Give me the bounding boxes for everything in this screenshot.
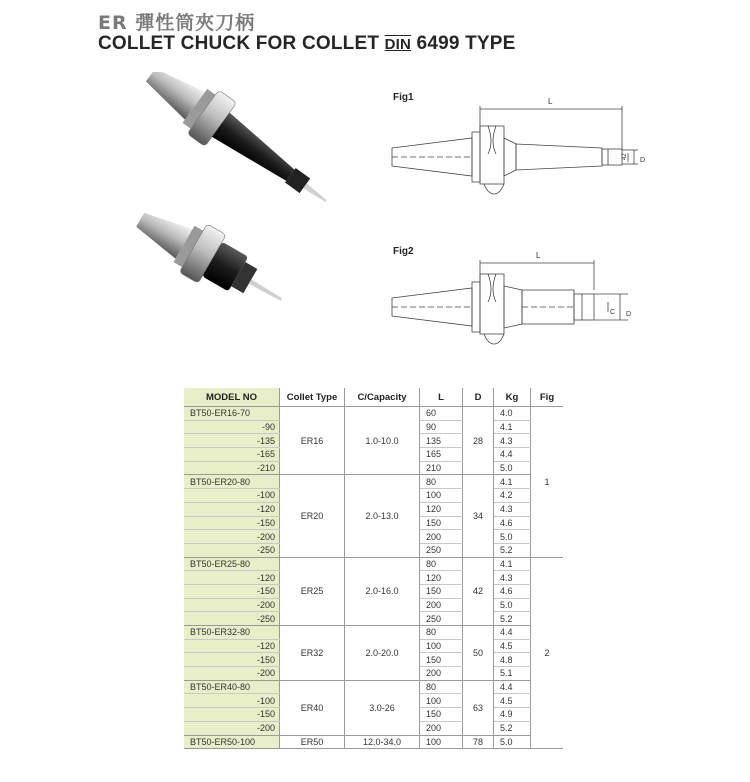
model-cell: -150 xyxy=(184,584,280,598)
model-cell: -90 xyxy=(184,420,280,434)
collet-type-cell: ER25 xyxy=(280,557,345,625)
fig1-dim-D: D xyxy=(640,157,646,164)
capacity-cell: 2.0-20.0 xyxy=(345,626,420,681)
header-collet-type: Collet Type xyxy=(280,388,345,407)
collet-type-cell: ER50 xyxy=(280,735,345,749)
weight-cell: 4.4 xyxy=(494,680,531,694)
fig2-drawing xyxy=(388,246,650,366)
table-row xyxy=(184,407,563,421)
diameter-cell: 28 xyxy=(463,407,494,475)
model-cell: BT50-ER20-80 xyxy=(184,475,280,489)
weight-cell: 4.0 xyxy=(494,407,531,421)
model-cell: BT50-ER50-100 xyxy=(184,735,280,749)
model-cell: -200 xyxy=(184,598,280,612)
collet-type-cell: ER16 xyxy=(280,407,345,475)
diameter-cell: 34 xyxy=(463,475,494,557)
length-cell: 165 xyxy=(420,448,463,462)
fig1-label: Fig1 xyxy=(393,92,414,103)
fig1-dim-L: L xyxy=(548,97,553,106)
weight-cell: 4.1 xyxy=(494,557,531,571)
weight-cell: 5.2 xyxy=(494,721,531,735)
header-l: L xyxy=(420,388,463,407)
fig-cell: 1 xyxy=(531,407,564,558)
model-cell: -120 xyxy=(184,502,280,516)
model-cell: BT50-ER40-80 xyxy=(184,680,280,694)
weight-cell: 4.6 xyxy=(494,584,531,598)
weight-cell: 5.2 xyxy=(494,543,531,557)
length-cell: 200 xyxy=(420,598,463,612)
length-cell: 200 xyxy=(420,667,463,681)
length-cell: 250 xyxy=(420,543,463,557)
diameter-cell: 42 xyxy=(463,557,494,625)
table-row xyxy=(184,735,563,749)
weight-cell: 5.0 xyxy=(494,735,531,749)
weight-cell: 5.1 xyxy=(494,667,531,681)
fig2-label: Fig2 xyxy=(393,246,414,257)
fig1-drawing xyxy=(388,92,650,212)
model-cell: BT50-ER32-80 xyxy=(184,626,280,640)
weight-cell: 4.1 xyxy=(494,475,531,489)
capacity-cell: 2.0-13.0 xyxy=(345,475,420,557)
capacity-cell: 12.0-34.0 xyxy=(345,735,420,749)
length-cell: 200 xyxy=(420,530,463,544)
model-cell: -135 xyxy=(184,434,280,448)
length-cell: 135 xyxy=(420,434,463,448)
fig2-dim-L: L xyxy=(536,251,541,260)
weight-cell: 4.3 xyxy=(494,571,531,585)
length-cell: 150 xyxy=(420,653,463,667)
header-fig: Fig xyxy=(531,388,564,407)
length-cell: 100 xyxy=(420,639,463,653)
model-cell: -200 xyxy=(184,721,280,735)
header-capacity: C/Capacity xyxy=(345,388,420,407)
model-cell: -210 xyxy=(184,461,280,475)
length-cell: 80 xyxy=(420,680,463,694)
length-cell: 80 xyxy=(420,475,463,489)
length-cell: 120 xyxy=(420,571,463,585)
model-cell: -120 xyxy=(184,639,280,653)
capacity-cell: 3.0-26 xyxy=(345,680,420,735)
weight-cell: 4.8 xyxy=(494,653,531,667)
collet-type-cell: ER20 xyxy=(280,475,345,557)
model-cell: -100 xyxy=(184,694,280,708)
length-cell: 210 xyxy=(420,461,463,475)
header-model: MODEL NO xyxy=(184,388,280,407)
weight-cell: 4.5 xyxy=(494,639,531,653)
title-suffix: 6499 TYPE xyxy=(416,33,516,54)
table-header-row xyxy=(184,388,563,407)
weight-cell: 5.0 xyxy=(494,530,531,544)
diameter-cell: 50 xyxy=(463,626,494,681)
model-cell: -150 xyxy=(184,708,280,722)
fig2-dim-D: D xyxy=(626,311,632,318)
table-row xyxy=(184,557,563,571)
weight-cell: 4.1 xyxy=(494,420,531,434)
table-body xyxy=(184,407,563,749)
fig-cell: 2 xyxy=(531,557,564,749)
weight-cell: 5.2 xyxy=(494,612,531,626)
length-cell: 60 xyxy=(420,407,463,421)
capacity-cell: 1.0-10.0 xyxy=(345,407,420,475)
length-cell: 100 xyxy=(420,694,463,708)
length-cell: 80 xyxy=(420,557,463,571)
collet-type-cell: ER40 xyxy=(280,680,345,735)
title-chinese: ER 彈性筒夾刀柄 xyxy=(98,12,256,34)
table-row xyxy=(184,475,563,489)
weight-cell: 4.3 xyxy=(494,502,531,516)
model-cell: -250 xyxy=(184,543,280,557)
header-d: D xyxy=(463,388,494,407)
model-cell: -150 xyxy=(184,653,280,667)
diameter-cell: 63 xyxy=(463,680,494,735)
length-cell: 150 xyxy=(420,584,463,598)
spec-table xyxy=(184,388,563,749)
length-cell: 90 xyxy=(420,420,463,434)
length-cell: 120 xyxy=(420,502,463,516)
weight-cell: 4.2 xyxy=(494,489,531,503)
length-cell: 150 xyxy=(420,516,463,530)
weight-cell: 4.5 xyxy=(494,694,531,708)
fig1-dim-42: 42 xyxy=(622,153,628,160)
length-cell: 80 xyxy=(420,626,463,640)
table-row xyxy=(184,626,563,640)
weight-cell: 4.3 xyxy=(494,434,531,448)
model-cell: -200 xyxy=(184,530,280,544)
length-cell: 100 xyxy=(420,735,463,749)
weight-cell: 4.4 xyxy=(494,626,531,640)
length-cell: 200 xyxy=(420,721,463,735)
weight-cell: 4.6 xyxy=(494,516,531,530)
din-mark: DIN xyxy=(384,36,412,53)
collet-type-cell: ER32 xyxy=(280,626,345,681)
diameter-cell: 78 xyxy=(463,735,494,749)
weight-cell: 4.4 xyxy=(494,448,531,462)
length-cell: 250 xyxy=(420,612,463,626)
model-cell: -100 xyxy=(184,489,280,503)
model-cell: -150 xyxy=(184,516,280,530)
model-cell: -200 xyxy=(184,667,280,681)
model-cell: -250 xyxy=(184,612,280,626)
model-cell: -120 xyxy=(184,571,280,585)
product-photo-long xyxy=(128,72,353,232)
length-cell: 150 xyxy=(420,708,463,722)
model-cell: -165 xyxy=(184,448,280,462)
weight-cell: 5.0 xyxy=(494,598,531,612)
capacity-cell: 2.0-16.0 xyxy=(345,557,420,625)
model-cell: BT50-ER16-70 xyxy=(184,407,280,421)
weight-cell: 5.0 xyxy=(494,461,531,475)
weight-cell: 4.9 xyxy=(494,708,531,722)
title-prefix: COLLET CHUCK FOR COLLET xyxy=(98,33,380,54)
title-english xyxy=(98,33,516,55)
header-kg: Kg xyxy=(494,388,531,407)
length-cell: 100 xyxy=(420,489,463,503)
table-row xyxy=(184,680,563,694)
model-cell: BT50-ER25-80 xyxy=(184,557,280,571)
product-photo-short xyxy=(124,212,294,332)
fig2-dim-C: C xyxy=(610,309,616,316)
